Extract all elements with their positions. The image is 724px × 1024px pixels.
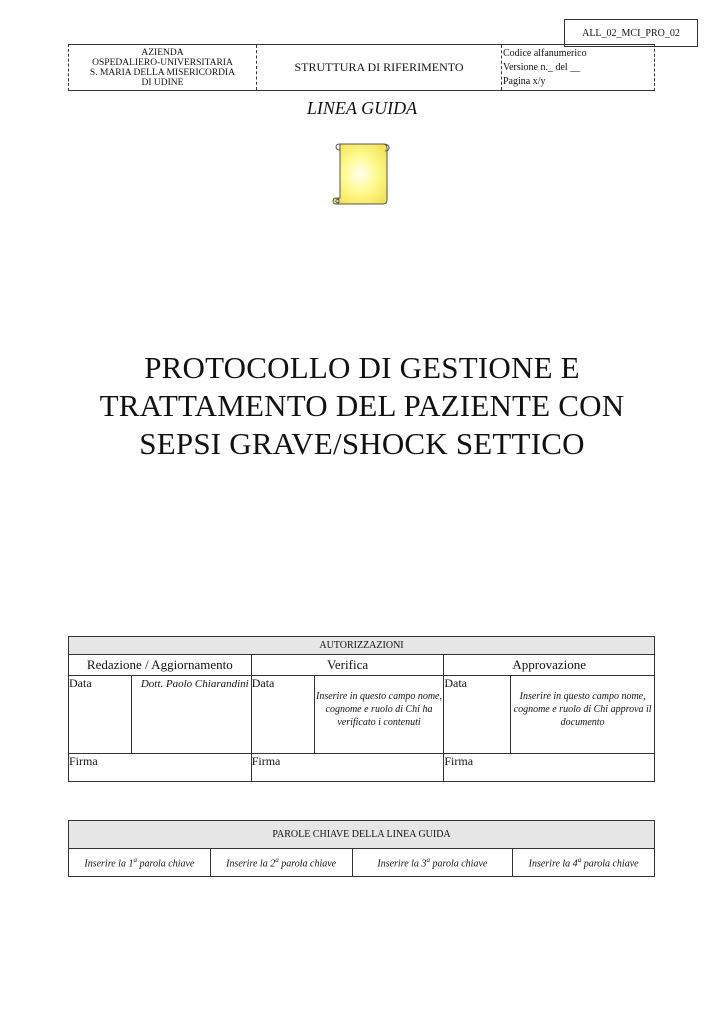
- version: Versione n._ del __: [503, 61, 581, 73]
- keyword-ordinal: a: [426, 855, 430, 864]
- col-header-redazione: Redazione / Aggiornamento: [69, 655, 252, 676]
- page-number: Pagina x/y: [503, 75, 546, 87]
- title-line: TRATTAMENTO DEL PAZIENTE CON: [99, 388, 625, 423]
- keywords-table: [68, 820, 655, 877]
- keyword-ordinal: a: [133, 855, 137, 864]
- document-type: LINEA GUIDA: [306, 98, 418, 118]
- keyword-cell: [513, 849, 655, 877]
- keywords-heading: PAROLE CHIAVE DELLA LINEA GUIDA: [69, 821, 655, 849]
- keyword-text: Inserire la 2: [226, 858, 276, 870]
- approvazione-firma: Firma: [444, 754, 655, 782]
- organization-name: [69, 45, 257, 90]
- redazione-firma: Firma: [69, 754, 252, 782]
- alphanumeric-code: Codice alfanumerico: [503, 47, 587, 59]
- keyword-text: parola chiave: [136, 858, 195, 870]
- org-line: DI UDINE: [141, 77, 184, 88]
- verifica-placeholder: Inserire in questo campo nome, cognome e ruolo di Chi ha verificato i contenuti: [314, 676, 444, 754]
- keyword-text: Inserire la 1: [84, 858, 134, 870]
- authorizations-table: [68, 636, 655, 782]
- redazione-data-label: Data: [69, 676, 132, 754]
- authorizations-heading: AUTORIZZAZIONI: [69, 637, 655, 655]
- document-header-table: [68, 44, 655, 91]
- verifica-data-label: Data: [251, 676, 314, 754]
- keyword-text: parola chiave: [278, 858, 337, 870]
- keyword-cell: [69, 849, 211, 877]
- approvazione-data-label: Data: [444, 676, 511, 754]
- org-line: AZIENDA: [141, 47, 184, 58]
- keyword-text: Inserire la 3: [377, 858, 427, 870]
- title-line: SEPSI GRAVE/SHOCK SETTICO: [139, 426, 585, 461]
- keyword-ordinal: a: [577, 855, 582, 864]
- document-title: [40, 349, 684, 463]
- verifica-firma: Firma: [251, 754, 444, 782]
- col-header-approvazione: Approvazione: [444, 655, 655, 676]
- title-line: PROTOCOLLO DI GESTIONE E: [144, 350, 580, 385]
- document-code: ALL_02_MCI_PRO_02: [564, 19, 698, 47]
- keyword-ordinal: a: [275, 855, 279, 864]
- keyword-cell: [210, 849, 352, 877]
- redazione-name: Dott. Paolo Chiarandini: [131, 676, 251, 754]
- reference-structure: STRUTTURA DI RIFERIMENTO: [294, 60, 464, 74]
- keyword-text: parola chiave: [429, 858, 488, 870]
- org-line: S. MARIA DELLA MISERICORDIA: [89, 67, 236, 78]
- document-meta: [501, 45, 656, 90]
- approvazione-placeholder: Inserire in questo campo nome, cognome e ruolo di Chi approva il documento: [511, 676, 655, 754]
- col-header-verifica: Verifica: [251, 655, 444, 676]
- org-line: OSPEDALIERO-UNIVERSITARIA: [92, 57, 233, 68]
- scroll-icon: [331, 138, 391, 210]
- keyword-text: Inserire la 4: [528, 858, 578, 870]
- keyword-text: parola chiave: [581, 858, 639, 870]
- keyword-cell: [352, 849, 513, 877]
